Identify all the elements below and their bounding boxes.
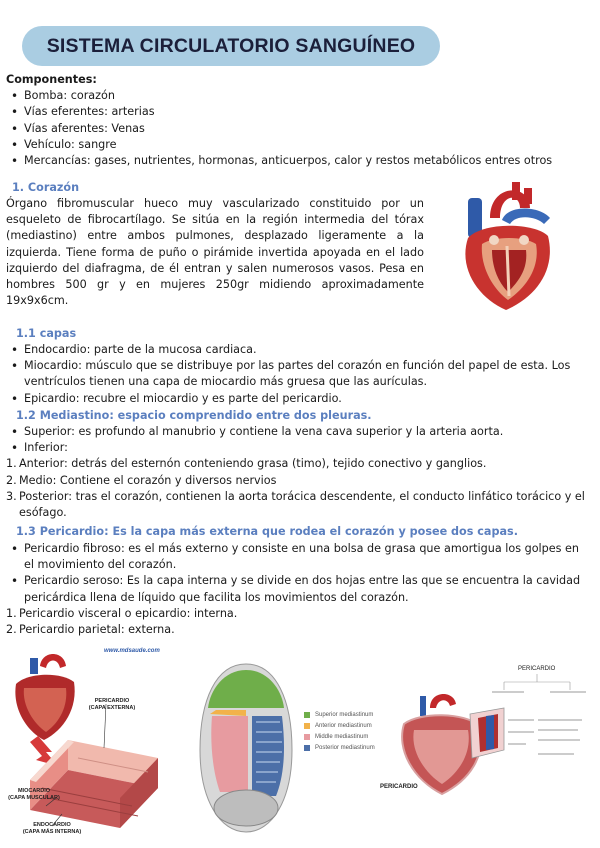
figure1-label-pericardio: PERICARDIO (CAPA EXTERNA) bbox=[88, 698, 136, 711]
list-item: 1. Anterior: detrás del esternón conteniendo grasa (timo), tejido conectivo y ganglios. bbox=[6, 457, 487, 471]
list-item: • Epicardio: recubre el miocardio y es parte del pericardio. bbox=[6, 391, 591, 407]
legend-item: Superior mediastinum bbox=[304, 712, 375, 718]
list-item: • Pericardio seroso: Es la capa interna y se divide en dos hojas entre las que se encuentra la cavidad pericárdica llena de líquido que facilita los movimientos del corazón. bbox=[6, 573, 591, 605]
list-item: 2. Medio: Contiene el corazón y diversos nervios bbox=[6, 473, 277, 487]
legend-item: Anterior mediastinum bbox=[304, 723, 375, 729]
components-heading: Componentes: bbox=[6, 73, 97, 86]
list-item: • Miocardio: músculo que se distribuye por las partes del corazón en función del papel de esta. Los ventrículos tienen una capa de miocardio más gruesa que las aurículas. bbox=[6, 358, 591, 390]
list-item: • Vías eferentes: arterias bbox=[6, 104, 591, 120]
list-item: 2. Pericardio parietal: externa. bbox=[6, 623, 175, 637]
page-title: SISTEMA CIRCULATORIO SANGUÍNEO bbox=[46, 34, 416, 57]
legend-item: Middle mediastinum bbox=[304, 734, 375, 740]
list-item: • Mercancías: gases, nutrientes, hormonas, anticuerpos, calor y restos metabólicos entres otros bbox=[6, 153, 591, 169]
heart-heading: 1. Corazón bbox=[12, 181, 80, 194]
title-banner bbox=[22, 26, 440, 66]
layers-list bbox=[6, 342, 591, 407]
list-item: • Vías aferentes: Venas bbox=[6, 121, 591, 137]
legend-item: Posterior mediastinum bbox=[304, 745, 375, 751]
list-item: • Inferior: bbox=[6, 440, 591, 456]
list-item: • Pericardio fibroso: es el más externo y consiste en una bolsa de grasa que amortigua los golpes en el movimiento del corazón. bbox=[6, 541, 591, 573]
mediastino-section bbox=[6, 424, 591, 521]
list-item: • Bomba: corazón bbox=[6, 88, 591, 104]
mediastinum-figure bbox=[196, 660, 396, 836]
heart-illustration bbox=[438, 178, 578, 316]
list-item: • Superior: es profundo al manubrio y contiene la vena cava superior y la arteria aorta. bbox=[6, 424, 591, 440]
list-item: 1. Pericardio visceral o epicardio: interna. bbox=[6, 606, 238, 620]
figure3-bottom-label: PERICARDIO bbox=[380, 784, 418, 790]
list-item: • Vehículo: sangre bbox=[6, 137, 591, 153]
list-item: • Endocardio: parte de la mucosa cardiaca. bbox=[6, 342, 591, 358]
layers-section bbox=[6, 342, 591, 407]
pericardium-figure bbox=[374, 660, 594, 820]
list-item: 3. Posterior: tras el corazón, contienen la aorta torácica descendente, el conducto linfático torácico y el esófago. bbox=[6, 489, 585, 520]
pericardio-section bbox=[6, 541, 591, 638]
heart-paragraph: Órgano fibromuscular hueco muy vascularizado constituido por un esqueleto de fibrocartílago. Se sitúa en la región intermedia del tórax (mediastino) entre ambos pulmones, desplazado ligeramente a la izquierda. Tiene forma de puño o pirámide invertida apoyada en el lado izquierdo del diafragma, de él entran y salen numerosos vasos. Pesa en hombres 500 gr y en mujeres 250gr midiendo aproximadamente 19x9x6cm. bbox=[6, 197, 424, 308]
layers-heading: 1.1 capas bbox=[16, 327, 77, 340]
mediastino-heading: 1.2 Mediastino: espacio comprendido entre dos pleuras. bbox=[16, 409, 372, 422]
figure1-label-miocardio: MIOCARDIO (CAPA MUSCULAR) bbox=[8, 788, 60, 801]
pericardio-numbered bbox=[6, 606, 591, 638]
components-section bbox=[6, 72, 591, 169]
pericardio-bullets bbox=[6, 541, 591, 606]
figure3-top-label: PERICARDIO bbox=[518, 666, 556, 672]
mediastino-numbered bbox=[6, 456, 591, 521]
figure1-watermark: www.mdsaude.com bbox=[104, 648, 160, 654]
mediastino-bullets bbox=[6, 424, 591, 456]
pericardio-heading: 1.3 Pericardio: Es la capa más externa que rodea el corazón y posee dos capas. bbox=[16, 525, 518, 538]
heart-layers-figure bbox=[8, 648, 188, 840]
components-list bbox=[6, 88, 591, 169]
figure1-label-endocardio: ENDOCARDIO (CAPA MÁS INTERNA) bbox=[22, 822, 82, 835]
mediastinum-legend bbox=[304, 712, 375, 756]
